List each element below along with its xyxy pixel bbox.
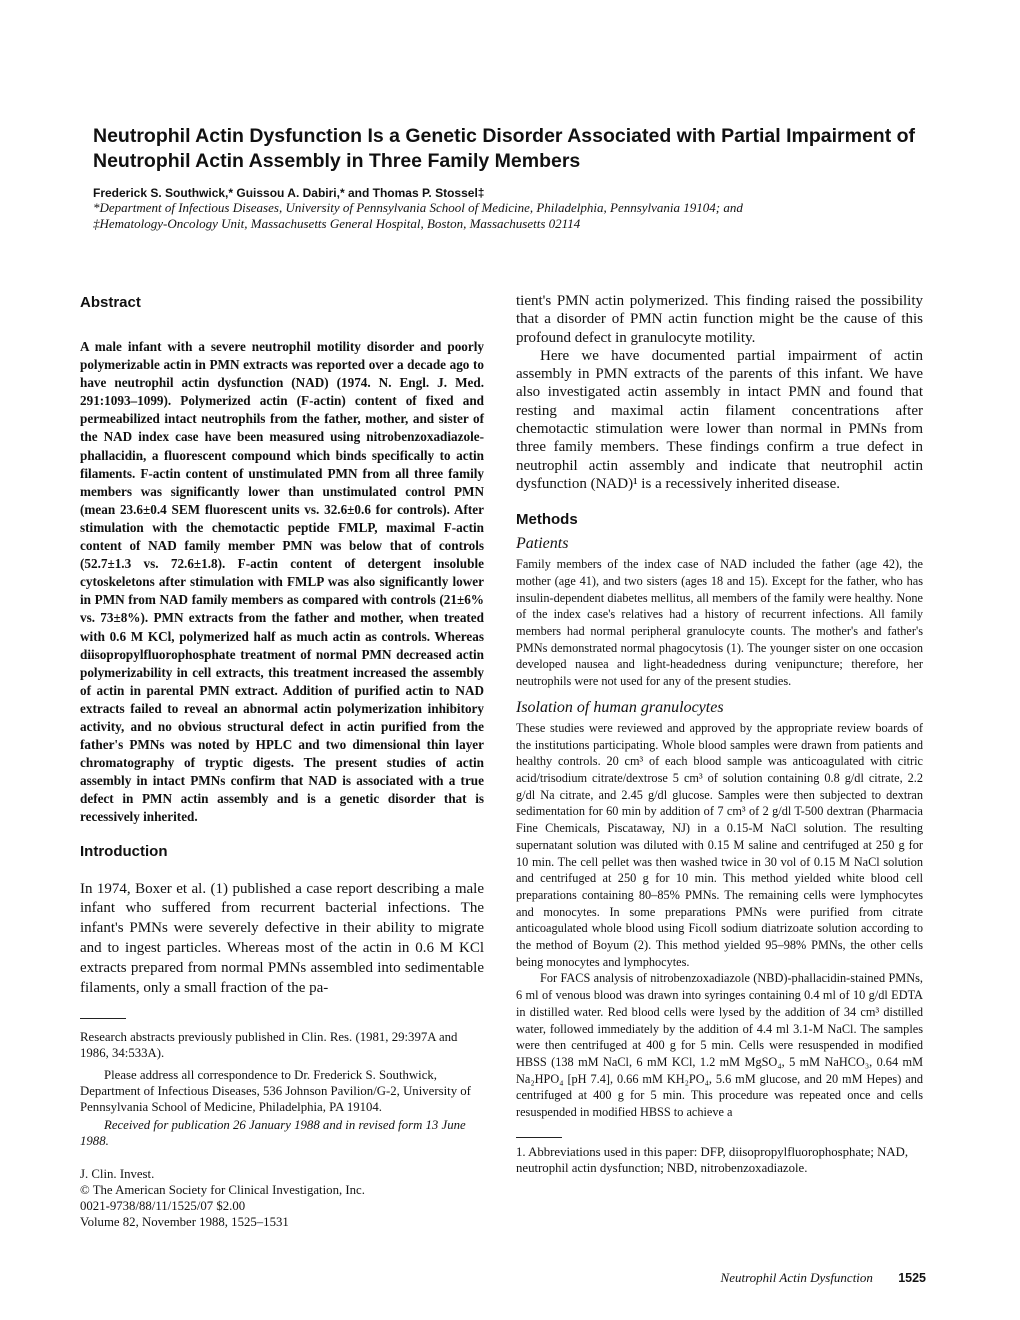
introduction-heading: Introduction xyxy=(80,842,168,860)
received-note: Received for publication 26 January 1988 and in revised form 13 June 1988. xyxy=(80,1118,466,1149)
affiliation-2: ‡Hematology-Oncology Unit, Massachusetts General Hospital, Boston, Massachusetts 02114 xyxy=(93,216,581,231)
running-title: Neutrophil Actin Dysfunction xyxy=(720,1270,873,1285)
affiliation-1: *Department of Infectious Diseases, University of Pennsylvania School of Medicine, Philadelphia, Pennsylvania 19104; and xyxy=(93,200,743,215)
abstract-heading: Abstract xyxy=(80,294,141,311)
right-column xyxy=(516,292,923,1176)
isolation-text-2: For FACS analysis of nitrobenzoxadiazole (NBD)-phallacidin-stained PMNs, 6 ml of venous blood was drawn into syringes containing 0.4 ml of 10 g/dl EDTA in distilled water. Red blood cells were lysed by the addition of 34 cm³ distilled water, followed immediately by the addition of 4.4 ml 3.1-M NaCl. The samples were then centrifuged at 400 g for 5 min. Cells were resuspended in modified HBSS (138 mM NaCl, 6 mM KCl, 1.2 mM MgSO₄, 5 mM NaHCO₃, 0.64 mM Na₂HPO₄ [pH 7.4], 0.66 mM KH₂PO₄, 5.6 mM glucose, and 20 mM Hepes) and centrifuged at 400 g for 5 min. This procedure was repeated once and cells resuspended in modified HBSS to achieve a xyxy=(516,971,923,1120)
isolation-text-1: These studies were reviewed and approved by the appropriate review boards of the institutions participating. Whole blood samples were drawn from patients and healthy controls. 20 cm³ of each blood sample was anticoagulated with citric acid/trisodium citrate/dextrose 5 cm³ of solution containing 0.8 g/dl citrate, 2.2 g/dl Na citrate, and 2.45 g/dl glucose. Samples were then subjected to dextran sedimentation for 60 min by addition of 7 cm³ of 2 g/dl T-500 dextran (Pharmacia Fine Chemicals, Piscataway, NJ) in a 0.15-M NaCl solution. The resulting supernatant solution was diluted with 0.15 M saline and centrifuged at 250 g for 10 min. The cell pellet was then washed twice in 30 vol of 0.15 M NaCl solution and centrifuged at 250 g for 10 min. This method yielded white blood cell preparations containing 80–85% PMNs. The remaining cells were lymphocytes and monocytes. In some preparations PMNs were purified from citrate anticoagulated whole blood using Ficoll sodium diatrizoate solution according to the method of Boyum (2). This method yielded 95–98% PMNs, the other cells being monocytes and lymphocytes. xyxy=(516,720,923,969)
abbreviations-footnote: 1. Abbreviations used in this paper: DFP, diisopropylfluorophosphate; NAD, neutrophil actin dysfunction; NBD, nitrobenzoxadiazole. xyxy=(516,1144,909,1175)
page-footer xyxy=(682,1270,926,1286)
research-abstracts-note: Research abstracts previously published in Clin. Res. (1981, 29:397A and 1986, 34:533A). xyxy=(80,1030,458,1061)
author-list: Frederick S. Southwick,* Guissou A. Dabiri,* and Thomas P. Stossel‡ xyxy=(93,186,485,200)
page-number: 1525 xyxy=(898,1271,926,1285)
volume-line: Volume 82, November 1988, 1525–1531 xyxy=(80,1215,289,1230)
patients-text: Family members of the index case of NAD included the father (age 42), the mother (age 41), and two sisters (ages 18 and 15). Except for the father, who has insulin-dependent diabetes mellitus, all members of the family were healthy. None of the index case's relatives had a history of recurrent infections. All family members had normal peripheral granulocyte counts. The mother's and father's PMNs demonstrated normal phagocytosis (1). The younger sister on one occasion developed nausea and light-headedness during venipuncture; therefore, her neutrophils were not used for any of the present studies. xyxy=(516,557,923,689)
intro-continuation: tient's PMN actin polymerized. This finding raised the possibility that a disorder of PMN actin function might be the cause of this profound defect in granulocyte motility. xyxy=(516,293,923,346)
introduction-text: In 1974, Boxer et al. (1) published a case report describing a male infant who suffered from recurrent bacterial infections. The infant's PMNs were severely defective in their ability to migrate and to ingest particles. Whereas most of the actin in 0.6 M KCl extracts prepared from normal PMNs assembled into sedimentable filaments, only a small fraction of the pa- xyxy=(80,880,484,996)
methods-heading: Methods xyxy=(516,511,578,529)
affiliations xyxy=(93,200,933,232)
article-title: Neutrophil Actin Dysfunction Is a Genetic Disorder Associated with Partial Impairment of Neutrophil Actin Assembly in Three Family Members xyxy=(93,125,916,172)
abstract-text: A male infant with a severe neutrophil motility disorder and poorly polymerizable actin in PMN extracts was reported over a decade ago to have neutrophil actin dysfunction (NAD) (1974. N. Engl. J. Med. 291:1093–1099). Polymerized actin (F-actin) content of fixed and permeabilized intact neutrophils from the father, mother, and sister of the NAD index case have been measured using nitrobenzoxadiazole-phallacidin, a fluorescent compound which binds specifically to actin filaments. F-actin content of unstimulated PMN from all three family members was significantly lower than unstimulated control PMN (mean 23.6±0.4 SEM fluorescent units vs. 32.6±0.6 for controls). After stimulation with the chemotactic peptide FMLP, maximal F-actin content of NAD family member PMN was below that of controls (52.7±1.3 vs. 72.6±1.8). F-actin content of detergent insoluble cytoskeletons after stimulation with FMLP was also significantly lower in PMN from NAD family members as compared with controls (21±6% vs. 73±8%). PMN extracts from the father and mother, when treated with 0.6 M KCl, polymerized half as much actin as controls. Whereas diisopropylfluorophosphate treatment of normal PMN decreased actin polymerizability in cell extracts, this treatment increased the assembly of actin in parental PMN extract. Addition of purified actin to NAD extracts failed to reveal an abnormal actin polymerization inhibitory activity, and no obvious structural defect in actin purified from the father's PMNs was noted by HPLC and two dimensional thin layer chromatography of tryptic digests. The present studies of actin assembly in intact PMNs confirm that NAD is associated with a true defect in PMN actin assembly and is a genetic disorder that is recessively inherited. xyxy=(80,339,484,825)
isolation-heading: Isolation of human granulocytes xyxy=(516,698,724,716)
correspondence-note: Please address all correspondence to Dr. Frederick S. Southwick, Department of Infectious Diseases, 536 Johnson Pavilion/G-2, University of Pennsylvania School of Medicine, Philadelphia, PA 19104. xyxy=(80,1068,471,1115)
copyright-line: © The American Society for Clinical Investigation, Inc. xyxy=(80,1183,365,1198)
intro-paragraph-2: Here we have documented partial impairment of actin assembly in PMN extracts of the parents of this infant. We have also investigated actin assembly in intact PMN and found that resting and maximal actin filament concentrations after chemotactic stimulation were lower than normal in PMNs from three family members. These findings confirm a true defect in neutrophil actin assembly and indicate that neutrophil actin dysfunction (NAD)¹ is a recessively inherited disease. xyxy=(516,347,923,492)
left-column xyxy=(80,294,484,1230)
patients-heading: Patients xyxy=(516,535,569,553)
issn-line: 0021-9738/88/11/1525/07 $2.00 xyxy=(80,1199,246,1214)
journal-name: J. Clin. Invest. xyxy=(80,1167,155,1182)
